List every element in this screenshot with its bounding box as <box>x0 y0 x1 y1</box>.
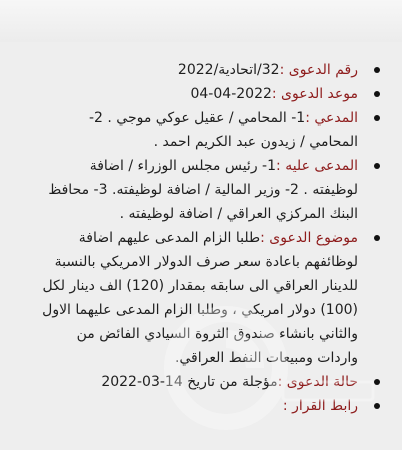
list-item-case-date <box>40 82 394 106</box>
plaintiff-value: 1- المحامي / عقيل عوكي موجي . 2- المحامي / زيدون عبد الكريم احمد . <box>88 110 358 150</box>
decision-link-label[interactable]: رابط القرار : <box>282 398 358 414</box>
list-item-case-number <box>40 58 394 82</box>
case-status-value: مؤجلة من تاريخ 14-03-2022 <box>101 374 278 390</box>
list-item-plaintiff <box>40 106 394 154</box>
defendant-value: 1- رئيس مجلس الوزراء / اضافة لوظيفته . 2- وزير المالية / اضافة لوظيفته. 3- محافظ البنك المركزي العراقي / اضافة لوظيفته . <box>48 158 358 222</box>
case-date-value: 2022-04-04 <box>190 86 272 102</box>
case-number-value: 32/اتحادية/2022 <box>177 62 280 78</box>
case-date-label: موعد الدعوى : <box>271 86 358 102</box>
defendant-label: المدعى عليه : <box>276 158 358 174</box>
list-item-case-status <box>40 370 394 394</box>
case-details <box>0 58 402 418</box>
list-item-defendant <box>40 154 394 226</box>
list-item-decision-link[interactable] <box>40 394 394 418</box>
case-number-label: رقم الدعوى : <box>279 62 358 78</box>
case-details-list <box>0 58 402 418</box>
list-item-case-subject <box>40 226 394 370</box>
plaintiff-label: المدعي : <box>305 110 358 126</box>
case-subject-label: موضوع الدعوى : <box>260 230 358 246</box>
top-bar <box>0 0 402 42</box>
case-status-label: حالة الدعوى : <box>277 374 358 390</box>
case-subject-value: طلبا الزام المدعى عليهم اضافة لوظائفهم باعادة سعر صرف الدولار الامريكي بالنسبة للدينار العراقي الى سابقه بمقدار (120) الف دينار لكل (100) دولار امريكي ، وطلبا الزام المدعى عليهما الاول والثاني بانشاء صندوق الثروة السيادي الفائض من واردات ومبيعات النفط العراقي. <box>42 230 358 366</box>
